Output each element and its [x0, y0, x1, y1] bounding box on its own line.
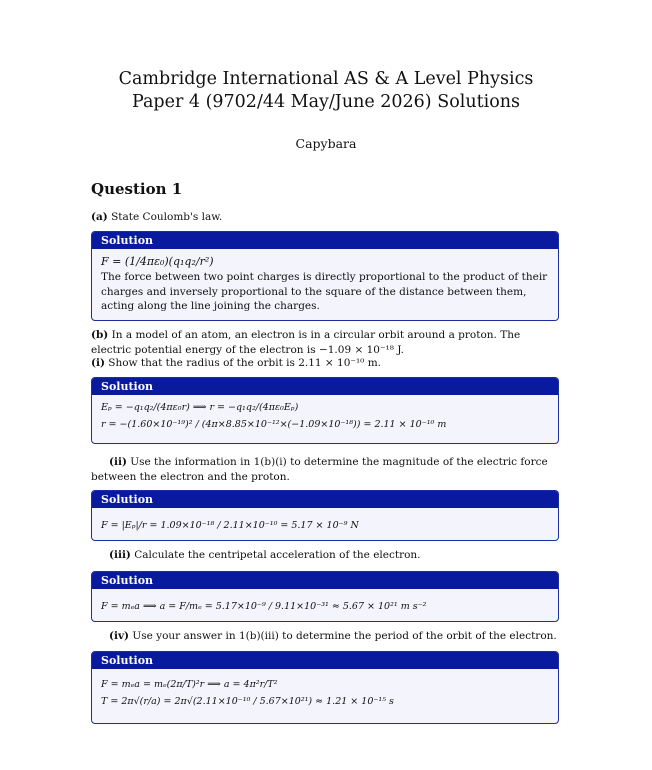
part-biv-label: (iv) [109, 630, 130, 642]
part-a-prompt [91, 210, 561, 225]
part-biii-label: (iii) [109, 549, 131, 561]
solution-heading: Solution [92, 491, 558, 508]
solution-box-biii [91, 571, 559, 622]
solution-biv-equation-1: F = mₑa = mₑ(2π/T)²r ⟹ a = 4π²r/T² [101, 679, 278, 690]
solution-heading: Solution [92, 572, 558, 589]
part-bi-label: (i) [91, 357, 105, 369]
part-biv-prompt [91, 629, 561, 644]
part-a-text: State Coulomb's law. [111, 211, 223, 223]
solution-heading: Solution [92, 378, 558, 395]
part-bii-label: (ii) [109, 456, 127, 468]
part-bi-prompt [91, 356, 561, 371]
solution-box-a [91, 231, 559, 321]
part-b-text: In a model of an atom, an electron is in a circular orbit around a proton. The electric potential energy of the electron is −1.09 × 10⁻¹⁸ J. [91, 329, 521, 356]
solution-box-bi [91, 377, 559, 444]
solution-box-bii [91, 490, 559, 541]
solution-biv-equation-2: T = 2π√(r/a) = 2π√(2.11×10⁻¹⁰ / 5.67×10²¹) ≈ 1.21 × 10⁻¹⁵ s [101, 696, 394, 707]
part-a-label: (a) [91, 211, 108, 223]
part-biii-prompt [91, 548, 561, 563]
solution-bii-equation: F = |Eₚ|/r = 1.09×10⁻¹⁸ / 2.11×10⁻¹⁰ = 5.17 × 10⁻⁹ N [101, 520, 359, 531]
part-b-label: (b) [91, 329, 109, 341]
document-title [0, 68, 652, 114]
solution-biii-equation: F = mₑa ⟹ a = F/mₑ = 5.17×10⁻⁹ / 9.11×10⁻³¹ ≈ 5.67 × 10²¹ m s⁻² [101, 601, 427, 612]
author: Capybara [295, 136, 357, 151]
solution-bi-equation-2: r = −(1.60×10⁻¹⁹)² / (4π×8.85×10⁻¹²×(−1.09×10⁻¹⁸)) = 2.11 × 10⁻¹⁰ m [101, 419, 447, 430]
solution-a-text: The force between two point charges is directly proportional to the product of their charges and inversely proportional to the square of the distance between them, acting along the line joining the charges. [101, 271, 548, 312]
part-biii-text: Calculate the centripetal acceleration of the electron. [134, 549, 421, 561]
title-line-2: Paper 4 (9702/44 May/June 2026) Solutions [131, 92, 521, 112]
part-b-prompt [91, 328, 561, 357]
part-bii-prompt [91, 455, 561, 484]
solution-heading: Solution [92, 232, 558, 249]
solution-a-equation: F = (1/4πε₀)(q₁q₂/r²) [101, 255, 214, 268]
part-bi-text: Show that the radius of the orbit is 2.11 × 10⁻¹⁰ m. [108, 357, 382, 369]
question-heading: Question 1 [91, 180, 183, 198]
part-biv-text: Use your answer in 1(b)(iii) to determine the period of the orbit of the electron. [132, 630, 557, 642]
solution-box-biv [91, 651, 559, 724]
title-line-1: Cambridge International AS & A Level Physics [118, 69, 534, 89]
part-bii-text: Use the information in 1(b)(i) to determine the magnitude of the electric force between the electron and the proton. [91, 456, 548, 483]
solution-bi-equation-1: Eₚ = −q₁q₂/(4πε₀r) ⟹ r = −q₁q₂/(4πε₀Eₚ) [101, 402, 299, 413]
solution-heading: Solution [92, 652, 558, 669]
